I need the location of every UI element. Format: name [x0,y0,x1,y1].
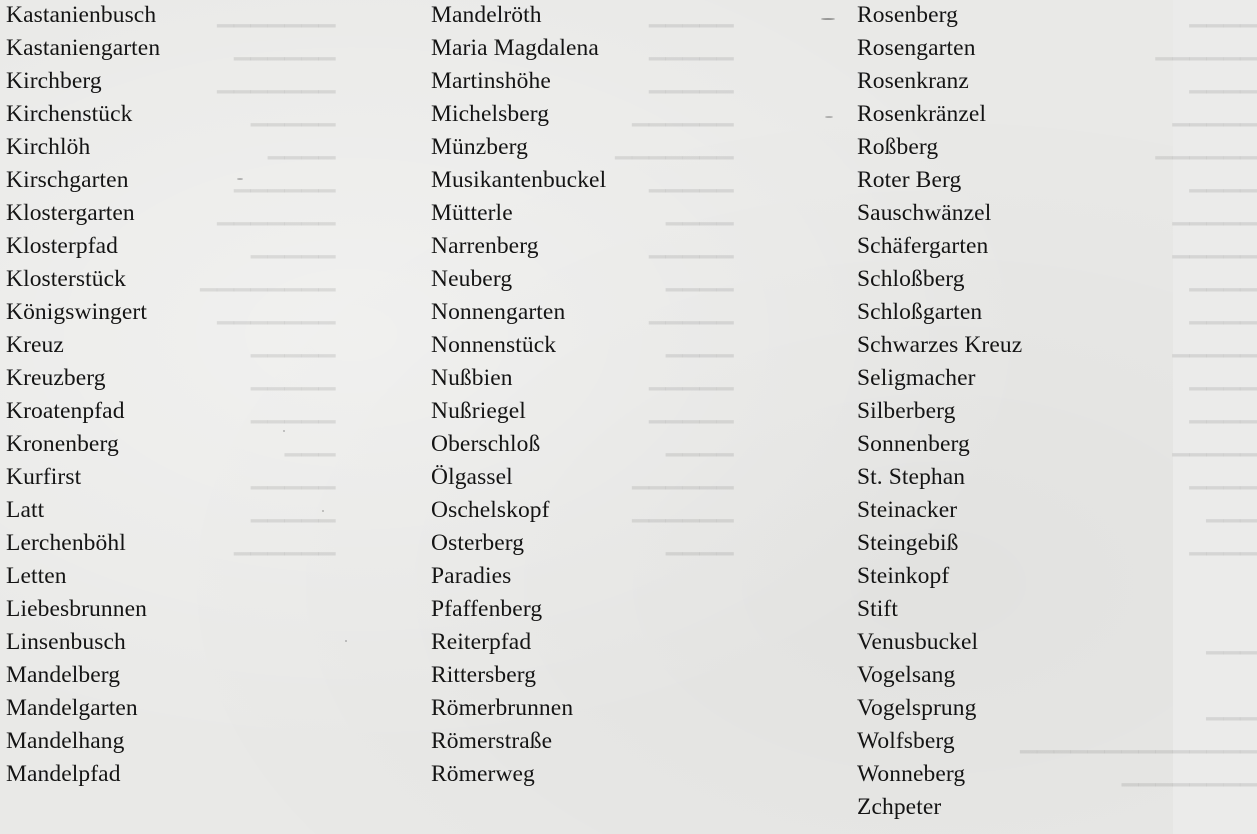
vineyard-name: Klostergarten [6,200,135,226]
vineyard-name: Königswingert [6,299,147,325]
vineyard-name: Kurfirst [6,464,82,490]
vineyard-name: Wolfsberg [857,728,955,754]
vineyard-name: Klosterstück [6,266,126,292]
vineyard-name: Rosengarten [857,35,976,61]
vineyard-name: Steinacker [857,497,958,523]
bleed-through-left: ▁▁▁▁▁▁▁ ▁▁▁▁▁▁ ▁▁▁▁▁▁▁ ▁▁▁▁▁ ▁▁▁▁ ▁▁▁▁▁▁ ▁▁▁▁▁▁▁ ▁▁▁▁▁ ▁▁▁▁▁▁▁▁ ▁▁▁▁▁▁▁ ▁▁▁▁▁ ▁▁▁▁▁ ▁▁▁▁▁ ▁▁▁ ▁▁▁▁▁ ▁▁▁▁▁ ▁▁▁▁▁▁ [200,2,336,555]
vineyard-name: Mandelröth [431,2,542,28]
vineyard-name: Letten [6,563,67,589]
vineyard-name: Oschelskopf [431,497,550,523]
vineyard-name: Mandelpfad [6,761,121,787]
vineyard-name: Nonnengarten [431,299,566,325]
vineyard-name: Lerchenböhl [6,530,126,556]
dust-speck [825,116,833,118]
vineyard-name: Latt [6,497,45,523]
vineyard-name: Michelsberg [431,101,550,127]
vineyard-name: Wonneberg [857,761,966,787]
vineyard-name: Klosterpfad [6,233,119,259]
vineyard-name: Vogelsprung [857,695,977,721]
vineyard-name: Neuberg [431,266,513,292]
vineyard-name: Zchpeter [857,794,942,820]
vineyard-name: Steinkopf [857,563,950,589]
dust-speck [821,18,835,20]
vineyard-name: Narrenberg [431,233,539,259]
vineyard-name: Paradies [431,563,512,589]
vineyard-name: Römerweg [431,761,535,787]
vineyard-name: Nußriegel [431,398,526,424]
vineyard-name: Ölgassel [431,464,513,490]
vineyard-name: Rosenkranz [857,68,969,94]
vineyard-name: Kreuzberg [6,365,106,391]
vineyard-name: Kirchlöh [6,134,91,160]
vineyard-name: Roßberg [857,134,939,160]
vineyard-name: Kroatenpfad [6,398,125,424]
vineyard-name: Kirchberg [6,68,102,94]
vineyard-name: Kirschgarten [6,167,129,193]
vineyard-name: Osterberg [431,530,525,556]
vineyard-name: Vogelsang [857,662,956,688]
vineyard-name: Pfaffenberg [431,596,543,622]
vineyard-name: Schäfergarten [857,233,989,259]
vineyard-name: Römerstraße [431,728,553,754]
dust-speck [283,430,285,432]
dust-speck [237,178,243,180]
vineyard-list-column-1 [6,0,160,791]
vineyard-name: Römerbrunnen [431,695,574,721]
vineyard-name: Steingebiß [857,530,959,556]
vineyard-name: Mandelgarten [6,695,138,721]
vineyard-name: Nußbien [431,365,513,391]
bleed-through-right: ▁▁▁▁ ▁▁▁▁▁▁ ▁▁▁▁ ▁▁▁▁▁ ▁▁▁▁▁▁ ▁▁▁▁ ▁▁▁▁▁ ▁▁▁▁▁ ▁▁▁▁ ▁▁▁▁ ▁▁▁▁▁ ▁▁▁▁ ▁▁▁▁ ▁▁▁▁▁ ▁▁▁▁ ▁▁▁ ▁▁▁▁ ▁▁▁ ▁▁▁ ▁▁▁▁▁▁▁▁▁▁▁▁▁▁ ▁▁▁▁▁▁▁▁ [1020,2,1257,786]
vineyard-name: St. Stephan [857,464,966,490]
vineyard-name: Münzberg [431,134,528,160]
vineyard-name: Kirchenstück [6,101,133,127]
vineyard-name: Musikantenbuckel [431,167,607,193]
vineyard-name: Mütterle [431,200,513,226]
vineyard-name: Maria Magdalena [431,35,599,61]
vineyard-name: Rosenkränzel [857,101,987,127]
vineyard-name: Reiterpfad [431,629,532,655]
vineyard-name: Kastanienbusch [6,2,157,28]
vineyard-name: Stift [857,596,898,622]
vineyard-name: Rittersberg [431,662,537,688]
vineyard-name: Venusbuckel [857,629,979,655]
vineyard-name: Mandelhang [6,728,125,754]
vineyard-name: Kreuz [6,332,64,358]
dust-speck [322,510,324,512]
vineyard-name: Sonnenberg [857,431,970,457]
vineyard-name: Linsenbusch [6,629,126,655]
vineyard-list-column-3 [857,0,1022,824]
vineyard-name: Silberberg [857,398,956,424]
vineyard-name: Nonnenstück [431,332,557,358]
vineyard-name: Seligmacher [857,365,976,391]
vineyard-name: Schwarzes Kreuz [857,332,1023,358]
dust-speck [345,640,347,642]
vineyard-name: Kastaniengarten [6,35,161,61]
vineyard-name: Martinshöhe [431,68,551,94]
vineyard-name: Mandelberg [6,662,121,688]
vineyard-name: Schloßberg [857,266,965,292]
vineyard-name: Kronenberg [6,431,119,457]
vineyard-name: Oberschloß [431,431,541,457]
vineyard-name: Sauschwänzel [857,200,992,226]
bleed-through-middle: ▁▁▁▁▁ ▁▁▁▁▁ ▁▁▁▁▁ ▁▁▁▁▁▁ ▁▁▁▁▁▁▁ ▁▁▁▁▁ ▁▁▁▁ ▁▁▁▁▁ ▁▁▁▁ ▁▁▁▁▁ ▁▁▁▁ ▁▁▁▁▁ ▁▁▁▁▁ ▁▁▁▁ ▁▁▁▁▁▁ ▁▁▁▁▁▁ ▁▁▁▁ [615,2,734,555]
vineyard-name: Rosenberg [857,2,958,28]
vineyard-name: Schloßgarten [857,299,983,325]
vineyard-name: Roter Berg [857,167,962,193]
vineyard-list-column-2 [431,0,606,791]
vineyard-name: Liebesbrunnen [6,596,147,622]
